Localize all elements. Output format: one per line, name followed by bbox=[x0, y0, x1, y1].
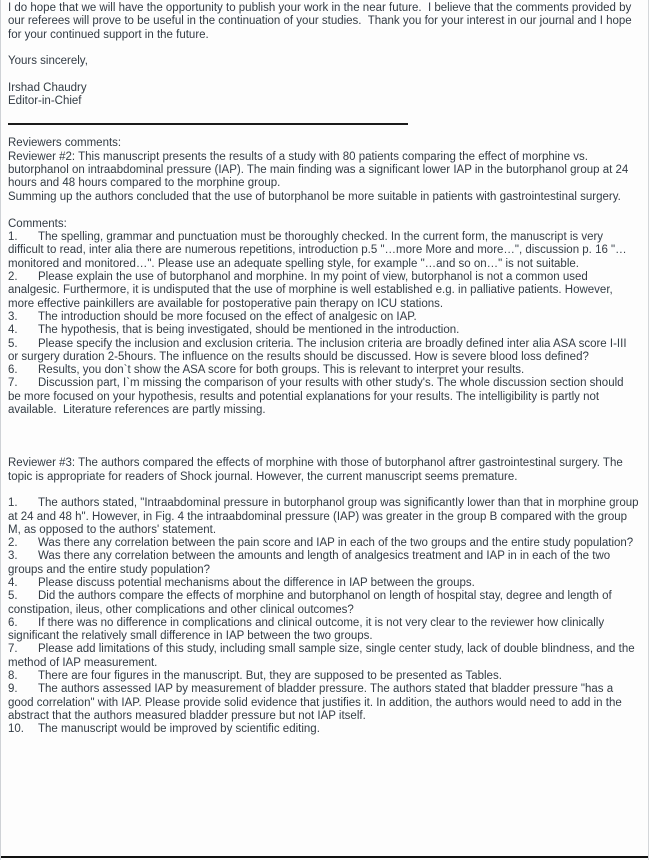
item-text: Did the authors compare the effects of morphine and butorphanol on length of hospital stay, degree and length of constipation, ileus, other complications and other clinical outcomes? bbox=[8, 590, 615, 616]
item-number: 2. bbox=[8, 271, 18, 284]
item-number: 6. bbox=[8, 616, 18, 629]
document-body bbox=[1, 0, 648, 737]
item-text: The manuscript would be improved by scientific editing. bbox=[38, 723, 320, 736]
item-number: 5. bbox=[8, 337, 18, 350]
item-text: The authors assessed IAP by measurement of bladder pressure. The authors stated that bladder pressure "has a good correlation" with IAP. Please provide solid evidence that justifies it. In addition, the authors would need to add in the abstract that the authors measured bladder pressure but not IAP itself. bbox=[8, 683, 625, 722]
reviewer2-comment-item bbox=[8, 271, 639, 311]
reviewer2-comment-item bbox=[8, 338, 639, 365]
item-text: The spelling, grammar and punctuation must be thoroughly checked. In the current form, the manuscript is very difficult to read, inter alia there are numerous repetitions, introduction p.5 "…more More and more…", discussion p. 16 "… monitored and monitored…". Please use an adequate spelling style, for example "…and so on…" is not suitable. bbox=[8, 231, 630, 270]
item-text: Please add limitations of this study, including small sample size, single center study, lack of double blindness, and the method of IAP measurement. bbox=[8, 643, 638, 669]
item-number: 10. bbox=[8, 723, 24, 736]
item-text: Please explain the use of butorphanol and morphine. In my point of view, butorphanol is not a common used analgesic. Furthermore, it is undisputed that the use of morphine is well established e.g. in palliative patients. However, more effective painkillers are available for postoperative pain therapy on ICU stations. bbox=[8, 271, 616, 310]
reviewer3-comment-item bbox=[8, 590, 639, 617]
item-number: 8. bbox=[8, 670, 18, 683]
item-text: Results, you don`t show the ASA score for both groups. This is relevant to interpret your results. bbox=[38, 364, 525, 377]
reviewer2-comment-item bbox=[8, 377, 639, 417]
item-number: 3. bbox=[8, 550, 18, 563]
item-text: Discussion part, I`m missing the comparison of your results with other study's. The whole discussion section should be more focused on your hypothesis, results and potential explanations for your results. The intelligibility is partly not available. Literature references are partly missing. bbox=[8, 377, 627, 417]
item-number: 6. bbox=[8, 364, 18, 377]
item-text: If there was no difference in complications and clinical outcome, it is not very clear to the reviewer how clinically significant the relatively small difference in IAP between the two groups. bbox=[8, 616, 608, 643]
page-bottom-border bbox=[1, 856, 648, 858]
item-text: The authors stated, "Intraabdominal pressure in butorphanol group was significantIy lower than that in morphine group at 24 and 48 h". However, in Fig. 4 the intraabdominal pressure (IAP) was greater in the group B compared with the group M, as opposed to the authors' statement. bbox=[8, 497, 642, 536]
item-number: 4. bbox=[8, 324, 18, 337]
reviewer3-comment-item bbox=[8, 670, 639, 683]
reviewers-heading: Reviewers comments: bbox=[8, 137, 122, 150]
item-text: The introduction should be more focused on the effect of analgesic on IAP. bbox=[38, 310, 417, 323]
item-number: 4. bbox=[8, 576, 18, 589]
reviewer3-comment-item bbox=[8, 497, 642, 537]
valediction: Yours sincerely, bbox=[8, 55, 88, 68]
reviewer2-summary: Summing up the authors concluded that the use of butorphanol be more suitable in patients with gastrointestinal surgery. bbox=[8, 190, 621, 203]
reviewer3-comment-item bbox=[8, 577, 639, 590]
item-text: There are four figures in the manuscript. But, they are supposed to be presented as Tables. bbox=[38, 670, 502, 683]
item-number: 7. bbox=[8, 643, 18, 656]
item-number: 1. bbox=[8, 231, 18, 244]
signature-name: Irshad Chaudry bbox=[8, 81, 87, 94]
reviewers-section bbox=[8, 137, 642, 736]
reviewer3-intro: Reviewer #3: The authors compared the effects of morphine with those of butorphanol aftrer gastrointestinal surgery. The topic is appropriate for readers of Shock journal. However, the current manuscript seems premature. bbox=[8, 457, 626, 483]
reviewer3-comment-item bbox=[8, 683, 639, 723]
reviewer3-comment-item bbox=[8, 550, 639, 577]
item-text: The hypothesis, that is being investigated, should be mentioned in the introduction. bbox=[38, 324, 460, 337]
signature-title: Editor-in-Chief bbox=[8, 95, 82, 108]
signature-divider bbox=[8, 123, 408, 125]
item-number: 5. bbox=[8, 590, 18, 603]
item-number: 7. bbox=[8, 377, 18, 390]
reviewer2-comment-item bbox=[8, 324, 639, 337]
comments-heading: Comments: bbox=[8, 217, 67, 230]
item-text: Was there any correlation between the amounts and length of analgesics treatment and IAP in in each of the two groups and the entire study population? bbox=[8, 550, 614, 576]
item-number: 3. bbox=[8, 310, 18, 323]
item-text: Was there any correlation between the pain score and IAP in each of the two groups and the entire study population? bbox=[38, 537, 634, 550]
reviewer2-comment-item bbox=[8, 364, 639, 377]
item-text: Please discuss potential mechanisms about the difference in IAP between the groups. bbox=[38, 576, 475, 589]
item-text: Please specify the inclusion and exclusion criteria. The inclusion criteria are broadly defined inter alia ASA score I-III or surgery duration 2-5hours. The influence on the results should be discussed. How is severe blood loss defined? bbox=[8, 337, 630, 363]
letter-closing-paragraph: I do hope that we will have the opportunity to publish your work in the near future. I believe that the comments provided by our referees will prove to be useful in the continuation of your studies. Thank you for your interest in our journal and I hope for your continued support in the future. bbox=[8, 2, 635, 41]
reviewer3-comment-item bbox=[8, 617, 639, 644]
item-number: 1. bbox=[8, 497, 18, 510]
reviewer3-comment-item bbox=[8, 723, 639, 736]
reviewer3-comment-item bbox=[8, 643, 639, 670]
reviewer2-comment-item bbox=[8, 311, 639, 324]
item-number: 2. bbox=[8, 537, 18, 550]
reviewer3-comment-item bbox=[8, 537, 639, 550]
reviewer2-intro: Reviewer #2: This manuscript presents the results of a study with 80 patients comparing the effect of morphine vs. butorphanol on intraabdominal pressure (IAP). The main finding was a significant lower IAP in the butorphanol group at 24 hours and 48 hours compared to the morphine group. bbox=[8, 150, 632, 190]
item-number: 9. bbox=[8, 683, 18, 696]
signature-block bbox=[8, 82, 639, 109]
reviewer2-comment-item bbox=[8, 231, 639, 271]
